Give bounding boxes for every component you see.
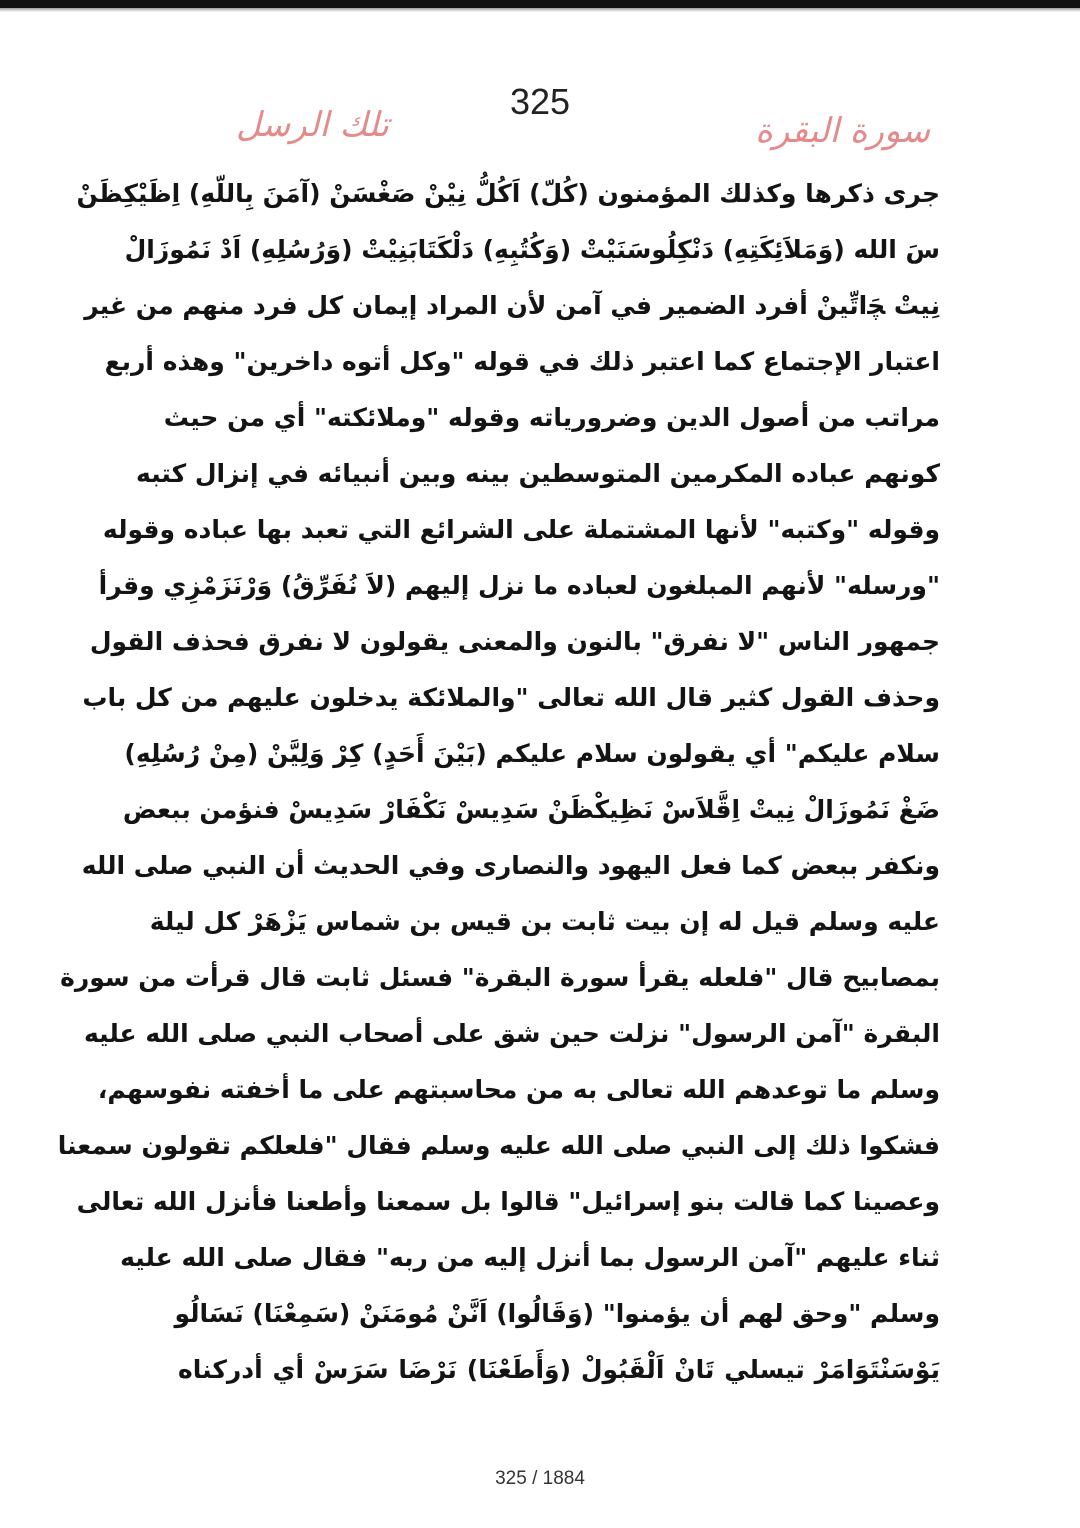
text-line: ضَغْ نَمُوزَالْ نِيتْ اِقَّلاَسْ نَظِيكْظَنْ سَدِيسْ نَكْفَارْ سَدِيسْ فنؤمن ببعض	[122, 795, 940, 824]
page-number: 325	[509, 81, 571, 122]
text-line: فشكوا ذلك إلى النبي صلى الله عليه وسلم فقال "فلعلكم تقولون سمعنا	[57, 1131, 940, 1160]
text-line: بمصابيح قال "فلعله يقرأ سورة البقرة" فسئل ثابت قال قرأت من سورة	[60, 963, 940, 992]
text-line: يَوْسَنْتَوَامَرْ تيسلي تَانْ اَلْقَبُولْ (وَأَطَعْنَا) نَرْضَا سَرَسْ أي أدركناه	[178, 1355, 940, 1384]
header-handwritten-right: سورة البقرة	[755, 111, 930, 151]
text-line: وعصينا كما قالت بنو إسرائيل" قالوا بل سمعنا وأطعنا فأنزل الله تعالى	[76, 1187, 940, 1216]
page-body-text	[57, 166, 940, 1398]
text-line: وقوله "وكتبه" لأنها المشتملة على الشرائع التي تعبد بها عباده وقوله	[102, 515, 940, 544]
text-line: وسلم "وحق لهم أن يؤمنوا" (وَقَالُوا) اَنَّنْ مُومَنَنْ (سَمِعْنَا) نَسَالُو	[174, 1299, 940, 1328]
text-line: وسلم ما توعدهم الله تعالى به من محاسبتهم على ما أخفته نفوسهم،	[97, 1075, 940, 1104]
page-counter: 325 / 1884	[495, 1468, 585, 1489]
text-line: البقرة "آمن الرسول" نزلت حين شق على أصحاب النبي صلى الله عليه	[83, 1019, 940, 1048]
text-line: عليه وسلم قيل له إن بيت ثابت بن قيس بن شماس يَزْهَرْ كل ليلة	[149, 907, 940, 936]
text-line: كونهم عباده المكرمين المتوسطين بينه وبين أنبيائه في إنزال كتبه	[136, 459, 940, 488]
text-line: مراتب من أصول الدين وضرورياته وقوله "وملائكته" أي من حيث	[163, 403, 940, 432]
text-line: سلام عليكم" أي يقولون سلام عليكم (بَيْنَ أَحَدٍ) كِرْ وَلِيَّنْ (مِنْ رُسُلِهِ)	[124, 739, 940, 768]
text-line: جمهور الناس "لا نفرق" بالنون والمعنى يقولون لا نفرق فحذف القول	[89, 627, 940, 656]
text-line: "ورسله" لأنهم المبلغون لعباده ما نزل إليهم (لاَ نُفَرِّقُ) وَرْنَزَمْزِي وقرأ	[98, 571, 940, 600]
text-line: نِيتْ ﭽَاتِّينْ أفرد الضمير في آمن لأن المراد إيمان كل فرد منهم من غير	[84, 291, 940, 320]
scan-top-border	[0, 0, 1080, 8]
text-line: جرى ذكرها وكذلك المؤمنون (كُلّ) اَكُلُّ نِيْنْ صَغْسَنْ (آمَنَ بِاللّهِ) اِظَيْكِظَنْ	[76, 179, 940, 208]
scan-top-shadow	[0, 8, 1080, 12]
text-line: اعتبار الإجتماع كما اعتبر ذلك في قوله "وكل أتوه داخرين" وهذه أربع	[104, 347, 940, 376]
text-line: ثناء عليهم "آمن الرسول بما أنزل إليه من ربه" فقال صلى الله عليه	[120, 1243, 940, 1272]
text-line: وحذف القول كثير قال الله تعالى "والملائكة يدخلون عليهم من كل باب	[82, 683, 940, 712]
text-line: ونكفر ببعض كما فعل اليهود والنصارى وفي الحديث أن النبي صلى الله	[81, 851, 940, 880]
text-line: سَ الله (وَمَلاَئِكَتِهِ) دَنْكِلُوسَنَيْتْ (وَكُتُبِهِ) دَلْكَتَابَنِيْتْ (وَرُسُلِهِ) اَدْ نَمُوزَالْ	[124, 235, 940, 264]
header-handwritten-left: تلك الرسل	[236, 105, 389, 145]
